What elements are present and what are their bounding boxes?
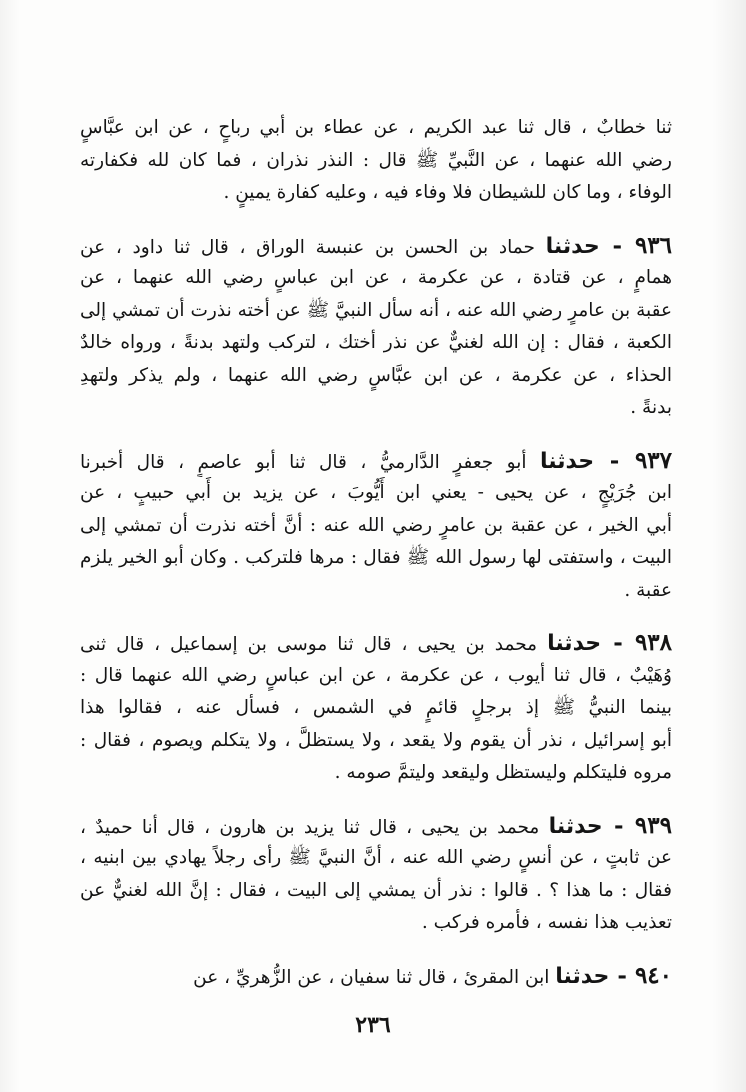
hadith-number: ٩٣٩: [634, 811, 672, 839]
hadith-keyword: حدثنا: [555, 963, 610, 989]
line-text: بينما النبيُّ ﷺ إذ برجلٍ قائمٍ في الشمس ، فسأل عنه ، فقالوا هذا: [80, 697, 672, 718]
text-line: [80, 230, 672, 263]
text-line: [80, 875, 672, 908]
text-line: [80, 627, 672, 660]
line-text: محمد بن يحيى ، قال ثنا يزيد بن هارون ، قال أنا حميدٌ ،: [80, 816, 540, 838]
line-text: ثنا خطابٌ ، قال ثنا عبد الكريم ، عن عطاء بن أبي رباحٍ ، عن ابن عبَّاسٍ: [80, 117, 672, 138]
text-line: [80, 477, 672, 510]
hadith-keyword: حدثنا: [548, 813, 603, 839]
text-line: [80, 810, 672, 843]
hadith-number: ٩٣٦: [634, 231, 672, 259]
text-line: [80, 725, 672, 758]
line-text: حماد بن الحسن بن عنبسة الوراق ، قال ثنا داود ، عن: [80, 236, 535, 258]
hadith-number: ٩٣٧: [634, 446, 672, 474]
line-text: رضي الله عنهما ، عن النَّبيِّ ﷺ قال : النذر نذران ، فما كان لله فكفارته: [80, 149, 672, 171]
line-text: محمد بن يحيى ، قال ثنا موسى بن إسماعيل ، قال ثنى: [80, 634, 538, 655]
line-text: بدنةً .: [630, 397, 672, 418]
hadith-keyword: حدثنا: [545, 233, 600, 259]
hadith-number: ٩٤٠: [634, 961, 672, 989]
line-text: البيت ، واستفتى لها رسول الله ﷺ فقال : مرها فلتركب . وكان أبو الخير يلزم: [80, 547, 672, 568]
line-text: عقبة بن عامرٍ رضي الله عنه ، أنه سأل النبيَّ ﷺ عن أخته نذرت أن تمشي إلى: [80, 299, 672, 321]
text-line: [80, 145, 672, 178]
hadith-dash: -: [609, 961, 635, 989]
text-line: [80, 542, 672, 575]
line-text: الحذاء ، عن عكرمة ، عن ابن عبَّاسٍ رضي الله عنهما ، ولم يذكر ولتهدِ: [80, 364, 672, 386]
hadith-number: ٩٣٨: [634, 629, 672, 656]
text-line: [80, 445, 672, 478]
hadith-keyword: حدثنا: [540, 448, 595, 474]
line-text: همامٍ ، عن قتادة ، عن عكرمة ، عن ابن عباسٍ رضي الله عنهما ، عن: [80, 267, 672, 288]
line-text: مروه فليتكلم وليستظل وليقعد وليتمَّ صومه .: [334, 762, 672, 783]
hadith-paragraph: [80, 627, 672, 790]
line-text: فقال : ما هذا ؟ . قالوا : نذر أن يمشي إلى البيت ، فقال : إنَّ الله لغنيٌّ عن: [80, 879, 672, 901]
line-text: أبو إسرائيل ، نذر أن يقوم ولا يقعد ، ولا يستظلَّ ، ولا يتكلم ويصوم ، فقال :: [80, 729, 672, 751]
text-line: [80, 907, 672, 940]
hadith-paragraph: [80, 230, 672, 425]
text-line: [80, 842, 672, 875]
text-line: [80, 327, 672, 360]
text-line: [80, 692, 672, 725]
line-text: الوفاء ، وما كان للشيطان فلا وفاء فيه ، وعليه كفارة يمينٍ .: [223, 182, 672, 203]
page-body-text: [80, 112, 672, 1012]
hadith-dash: -: [602, 811, 635, 839]
text-line: [80, 360, 672, 393]
hadith-dash: -: [601, 629, 635, 656]
line-text: أبي الخير ، عن عقبة بن عامرٍ رضي الله عنه : أنَّ أخته نذرت أن تمشي إلى: [80, 514, 672, 536]
text-line: [80, 392, 672, 425]
scan-edge-shadow: [712, 0, 746, 1092]
line-text: الكعبة ، فقال : إن الله لغنيٌّ عن نذر أختك ، لتركب ولتهد بدنةً ، ورواه خالدٌ: [80, 332, 672, 353]
text-line: [80, 960, 672, 993]
text-line: [80, 262, 672, 295]
scan-edge-shadow-left: [0, 0, 20, 1092]
text-line: [80, 575, 672, 608]
text-line: [80, 112, 672, 145]
hadith-paragraph: [80, 960, 672, 993]
line-text: ابن جُرَيْجٍ ، عن يحيى - يعني ابن أَيُّوبَ ، عن يزيد بن أَبي حبيبٍ ، عن: [80, 482, 672, 503]
hadith-dash: -: [594, 446, 635, 474]
text-line: [80, 295, 672, 328]
line-text: عقبة .: [624, 579, 672, 601]
text-line: [80, 510, 672, 543]
line-text: عن ثابتٍ ، عن أنسٍ رضي الله عنه ، أنَّ النبيَّ ﷺ رأى رجلاً يهادي بين ابنيه ،: [80, 847, 672, 868]
hadith-paragraph: [80, 810, 672, 940]
hadith-keyword: حدثنا: [547, 631, 602, 656]
text-line: [80, 177, 672, 210]
text-line: [80, 757, 672, 790]
line-text: تعذيب هذا نفسه ، فأمره فركب .: [421, 912, 672, 933]
text-line: [80, 660, 672, 693]
continuation-paragraph: [80, 112, 672, 210]
line-text: أبو جعفرٍ الدَّارميُّ ، قال ثنا أبو عاصمٍ ، قال أخبرنا: [80, 451, 527, 473]
hadith-paragraph: [80, 445, 672, 608]
line-text: وُهَيْبٌ ، قال ثنا أيوب ، عن عكرمة ، عن ابن عباسٍ رضي الله عنهما قال :: [80, 664, 672, 686]
hadith-dash: -: [599, 231, 635, 259]
page-number: ٢٣٦: [355, 1012, 391, 1038]
line-text: ابن المقرئ ، قال ثنا سفيان ، عن الزُّهريِّ ، عن: [193, 966, 550, 988]
